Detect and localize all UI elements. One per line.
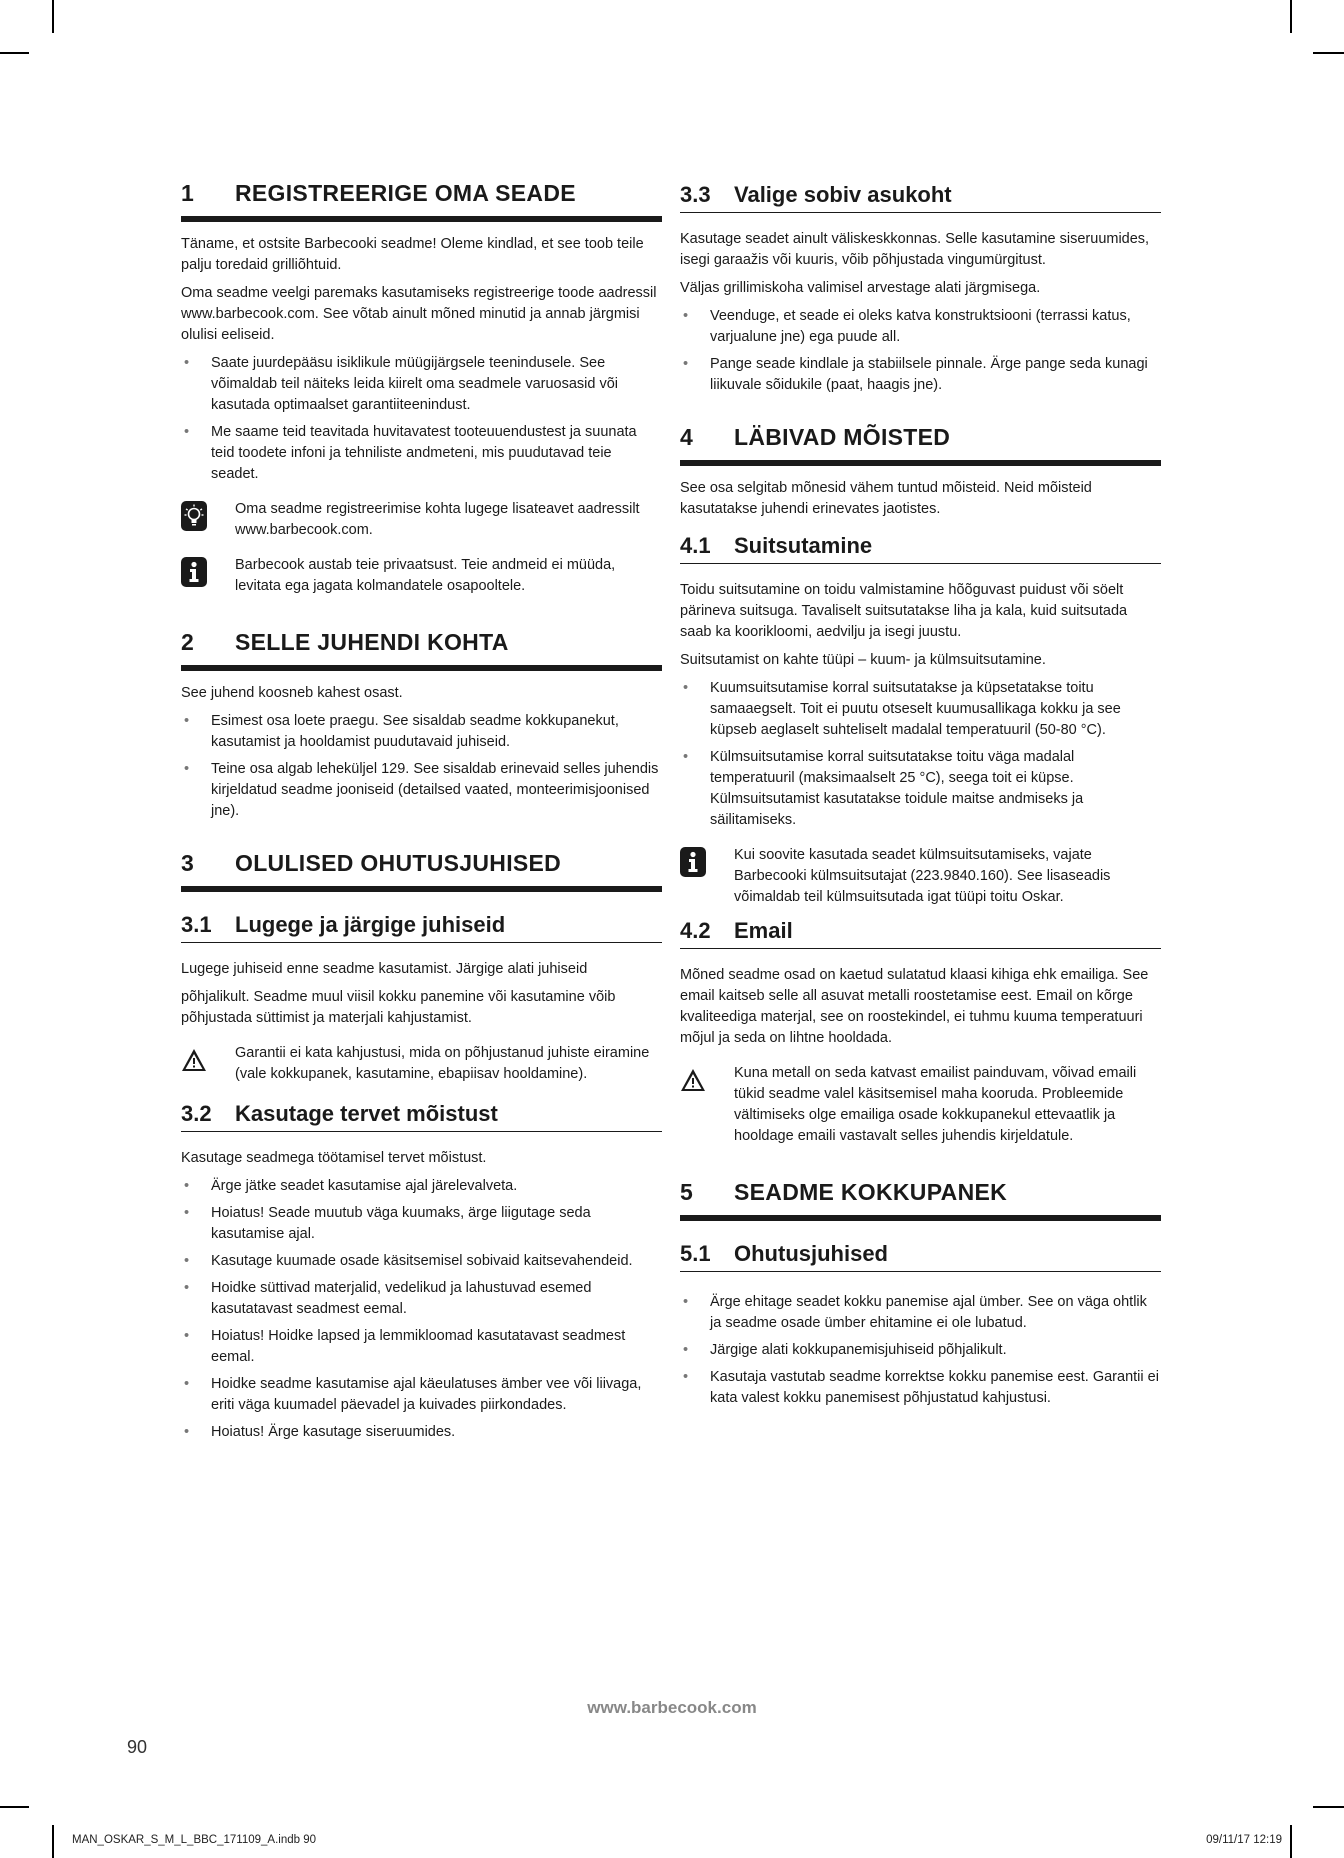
section-heading-5 [680, 1179, 1161, 1221]
page-number: 90 [127, 1737, 148, 1757]
section-number: 1 [181, 180, 195, 206]
subsection-heading-4-2 [680, 918, 1161, 949]
list-item: • Ärge ehitage seadet kokku panemise ajal ümber. See on väga ohtlik ja seadme osade ümber ehitamine ei ole lubatud. [680, 1292, 1161, 1334]
tip-note [181, 499, 662, 541]
list-item: • Hoiatus! Ärge kasutage siseruumides. [181, 1422, 662, 1443]
list-item: • Järgige alati kokkupanemisjuhiseid põhjalikult. [680, 1340, 1161, 1361]
subsection-title: Email [734, 918, 793, 943]
subsection-heading-5-1 [680, 1241, 1161, 1272]
subsection-title: Valige sobiv asukoht [734, 182, 952, 207]
info-text: Kui soovite kasutada seadet külmsuitsutamiseks, vajate Barbecooki külmsuitsutajat (223.9840.160). See lisaseadis võimaldab teil külmsuitsutada igat tüüpi toitu Oskar. [734, 847, 1111, 905]
warning-note [181, 1043, 662, 1085]
paragraph: Lugege juhiseid enne seadme kasutamist. Järgige alati juhiseid [181, 961, 588, 977]
paragraph: Toidu suitsutamine on toidu valmistamine hõõguvast puidust või söelt pärineva suitsuga. Tavaliselt suitsutatakse liha ja kala, kuid suitsutada saab ka koorikloomi, aedvilju ja isegi juustu. [680, 582, 1128, 640]
subsection-number: 3.1 [181, 912, 212, 937]
subsection-title: Lugege ja järgige juhiseid [235, 912, 506, 937]
info-note [680, 845, 1161, 908]
paragraph: Suitsutamist on kahte tüüpi – kuum- ja külmsuitsutamine. [680, 652, 1046, 668]
paragraph: See juhend koosneb kahest osast. [181, 685, 403, 701]
warning-note [680, 1063, 1161, 1147]
list-item: • Ärge jätke seadet kasutamise ajal järelevalveta. [181, 1176, 662, 1197]
section-number: 3 [181, 850, 195, 876]
list-item: • Me saame teid teavitada huvitavatest tooteuuendustest ja suunata teid toodete infoni ja tehniliste andmeteni, mis puudutavad teie seadet. [181, 422, 662, 485]
paragraph: põhjalikult. Seadme muul viisil kokku panemine või kasutamine võib põhjustada süttimist ja materjali kahjustamist. [181, 989, 616, 1026]
bullet-list [181, 1176, 662, 1443]
section-title: SELLE JUHENDI KOHTA [235, 629, 509, 655]
footer-website: www.barbecook.com [587, 1698, 757, 1717]
list-item: • Veenduge, et seade ei oleks katva konstruktsiooni (terrassi katus, varjualune jne) ega puude all. [680, 306, 1161, 348]
list-item: • Külmsuitsutamise korral suitsutatakse toitu väga madalal temperatuuril (maksimaalselt 25 °C), seega toit ei küpse. Külmsuitsutamist kasutatakse toidule maitse andmiseks ja säilitamiseks. [680, 747, 1161, 831]
paragraph: Oma seadme veelgi paremaks kasutamiseks registreerige toode aadressil www.barbecook.com. See võtab ainult mõned minutid ja annab järgmisi olulisi eeliseid. [181, 285, 657, 343]
list-item: • Kuumsuitsutamise korral suitsutatakse ja küpsetatakse toitu samaaegselt. Toit ei puutu otseselt kuumusallikaga kokku ja see küpseb aeglaselt suhteliselt madalal temperatuuril (50-80 °C). [680, 678, 1161, 741]
print-slug-file: MAN_OSKAR_S_M_L_BBC_171109_A.indb 90 [72, 1834, 316, 1846]
section-number: 5 [680, 1179, 694, 1205]
warning-icon [181, 1045, 207, 1075]
paragraph: Kasutage seadmega töötamisel tervet mõistust. [181, 1150, 487, 1166]
crop-mark [1290, 1825, 1292, 1858]
warning-text: Kuna metall on seda katvast emailist painduvam, võivad emaili tükid seadme valel käsitsemisel maha kooruda. Probleemide vältimiseks olge emailiga osade kokkupanekul ettevaatlik ja hooldage emaili vastavalt selles juhendis kirjeldatule. [734, 1065, 1137, 1144]
subsection-heading-3-3 [680, 182, 1161, 213]
crop-mark [1313, 52, 1344, 54]
paragraph: Mõned seadme osad on kaetud sulatatud klaasi kihiga ehk emailiga. See email kaitseb selle all asuvat metalli roostetamise eest. Email on kõrge kvaliteediga materjal, see on roostekindel, ei tuhmu kuuma temperatuuri mõjul ja seda on lihtne hooldada. [680, 967, 1149, 1046]
right-column [680, 182, 1161, 1415]
subsection-number: 5.1 [680, 1241, 711, 1266]
subsection-number: 4.2 [680, 918, 711, 943]
tip-text: Oma seadme registreerimise kohta lugege lisateavet aadressilt www.barbecook.com. [235, 501, 640, 538]
section-title: REGISTREERIGE OMA SEADE [235, 180, 576, 206]
list-item: • Hoiatus! Hoidke lapsed ja lemmikloomad kasutatavast seadmest eemal. [181, 1326, 662, 1368]
subsection-number: 3.3 [680, 182, 711, 207]
subsection-title: Kasutage tervet mõistust [235, 1101, 498, 1126]
paragraph: Täname, et ostsite Barbecooki seadme! Oleme kindlad, et see toob teile palju toredaid grilliõhtuid. [181, 236, 644, 273]
subsection-heading-3-2 [181, 1101, 662, 1132]
crop-mark [1290, 0, 1292, 33]
info-icon [680, 847, 706, 877]
crop-mark [0, 1806, 29, 1808]
left-column [181, 180, 662, 1449]
crop-mark [0, 52, 29, 54]
subsection-heading-3-1 [181, 912, 662, 943]
crop-mark [1313, 1806, 1344, 1808]
section-title: SEADME KOKKUPANEK [734, 1179, 1008, 1205]
bullet-list [181, 353, 662, 485]
list-item: • Kasutage kuumade osade käsitsemisel sobivaid kaitsevahendeid. [181, 1251, 662, 1272]
warning-text: Garantii ei kata kahjustusi, mida on põhjustanud juhiste eiramine (vale kokkupanek, kasutamine, ebapiisav hooldamine). [235, 1045, 650, 1082]
section-number: 4 [680, 424, 694, 450]
bullet-list [181, 711, 662, 822]
info-text: Barbecook austab teie privaatsust. Teie andmeid ei müüda, levitata ega jagata kolmandatele osapooltele. [235, 557, 616, 594]
info-note [181, 555, 662, 597]
section-number: 2 [181, 629, 195, 655]
bullet-list [680, 1292, 1161, 1409]
lightbulb-icon [181, 501, 207, 531]
section-heading-1 [181, 180, 662, 222]
paragraph: Kasutage seadet ainult väliskeskkonnas. Selle kasutamine siseruumides, isegi garaažis või kuuris, võib põhjustada vingumürgitust. [680, 231, 1150, 268]
list-item: • Teine osa algab leheküljel 129. See sisaldab erinevaid selles juhendis kirjeldatud seadme jooniseid (detailsed vaated, monteerimisjoonised jne). [181, 759, 662, 822]
list-item: • Saate juurdepääsu isiklikule müügijärgsele teenindusele. See võimaldab teil näiteks leida kiirelt oma seadmele varuosasid või kasutada optimaalset garantiiteenindust. [181, 353, 662, 416]
crop-mark [52, 0, 54, 33]
list-item: • Kasutaja vastutab seadme korrektse kokku panemise eest. Garantii ei kata valest kokku panemisest põhjustatud kahjustusi. [680, 1367, 1161, 1409]
section-heading-2 [181, 629, 662, 671]
section-title: LÄBIVAD MÕISTED [734, 424, 951, 450]
info-icon [181, 557, 207, 587]
bullet-list [680, 678, 1161, 831]
list-item: • Hoiatus! Seade muutub väga kuumaks, ärge liigutage seda kasutamise ajal. [181, 1203, 662, 1245]
subsection-title: Ohutusjuhised [734, 1241, 888, 1266]
warning-icon [680, 1065, 706, 1095]
section-title: OLULISED OHUTUSJUHISED [235, 850, 562, 876]
print-slug-date: 09/11/17 12:19 [1206, 1834, 1282, 1846]
subsection-heading-4-1 [680, 533, 1161, 564]
bullet-list [680, 306, 1161, 396]
list-item: • Esimest osa loete praegu. See sisaldab seadme kokkupanekut, kasutamist ja hooldamist puudutavaid juhiseid. [181, 711, 662, 753]
subsection-number: 3.2 [181, 1101, 212, 1126]
subsection-number: 4.1 [680, 533, 711, 558]
section-heading-4 [680, 424, 1161, 466]
paragraph: Väljas grillimiskoha valimisel arvestage alati järgmisega. [680, 280, 1041, 296]
subsection-title: Suitsutamine [734, 533, 873, 558]
list-item: • Hoidke süttivad materjalid, vedelikud ja lahustuvad esemed kasutatavast seadmest eemal. [181, 1278, 662, 1320]
section-heading-3 [181, 850, 662, 892]
list-item: • Hoidke seadme kasutamise ajal käeulatuses ämber vee või liivaga, eriti väga kuumadel päevadel ja kuivades piirkondades. [181, 1374, 662, 1416]
crop-mark [52, 1825, 54, 1858]
paragraph: See osa selgitab mõnesid vähem tuntud mõisteid. Neid mõisteid kasutatakse juhendi erinevates jaotistes. [680, 480, 1092, 517]
list-item: • Pange seade kindlale ja stabiilsele pinnale. Ärge pange seda kunagi liikuvale sõidukile (paat, haagis jne). [680, 354, 1161, 396]
